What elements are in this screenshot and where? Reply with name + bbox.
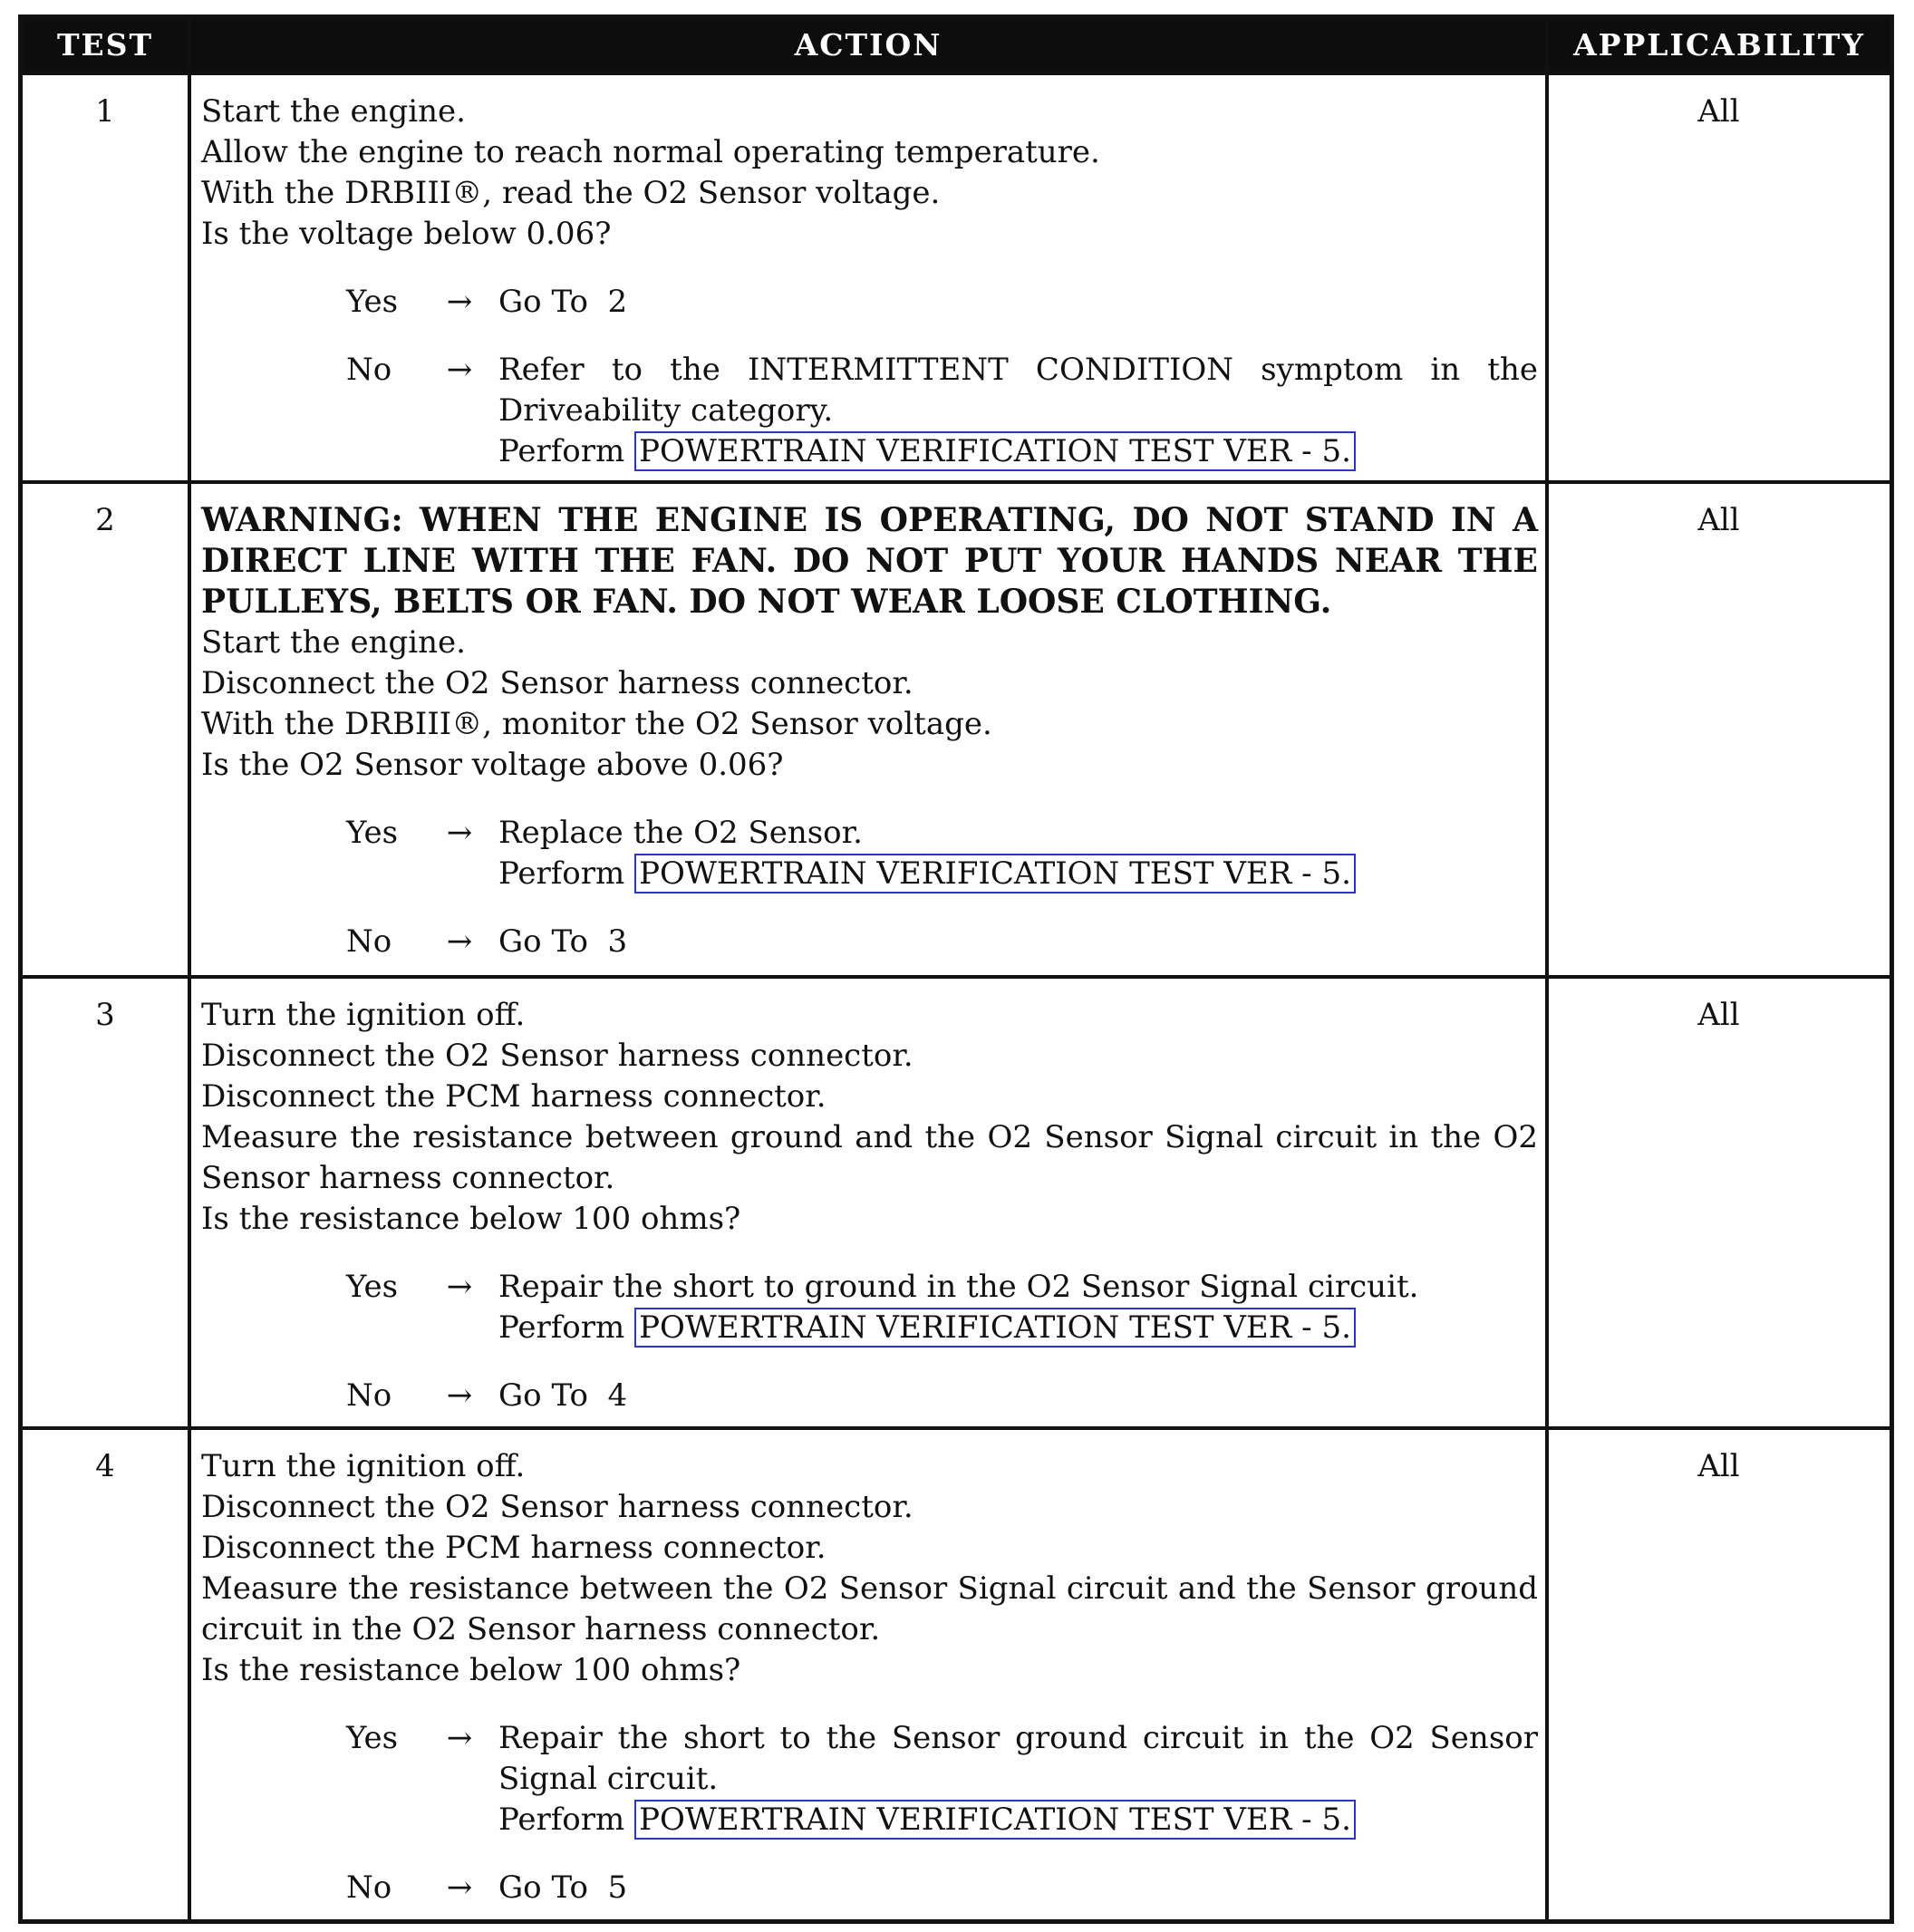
result-text: Replace the O2 Sensor.	[498, 815, 863, 851]
arrow-icon: →	[446, 352, 473, 388]
no-label: No	[346, 1869, 392, 1906]
no-branch	[346, 1376, 1538, 1416]
step-text: Disconnect the O2 Sensor harness connector.	[201, 665, 914, 701]
result-text: Refer to the INTERMITTENT CONDITION symptom in the	[498, 352, 1538, 388]
arrow-icon: →	[446, 815, 473, 851]
step-text: Is the O2 Sensor voltage above 0.06?	[201, 747, 784, 783]
no-branch	[346, 922, 1538, 962]
step-text: Turn the ignition off.	[201, 1448, 526, 1484]
action-cell	[201, 995, 1538, 1416]
step-text: With the DRBIII®, monitor the O2 Sensor voltage.	[201, 706, 992, 742]
test-row-1	[23, 75, 1890, 480]
step-text: Measure the resistance between ground and the O2 Sensor Signal circuit in the O2	[201, 1119, 1538, 1155]
step-text: Disconnect the PCM harness connector.	[201, 1078, 826, 1115]
result-text: Repair the short to ground in the O2 Sensor Signal circuit.	[498, 1269, 1419, 1305]
test-row-3	[23, 979, 1890, 1426]
no-branch	[346, 1868, 1538, 1908]
no-label: No	[346, 352, 392, 388]
step-text: circuit in the O2 Sensor harness connector.	[201, 1611, 881, 1647]
applicability-value: All	[1697, 997, 1740, 1033]
yes-label: Yes	[346, 284, 399, 320]
goto-text: Go To 4	[498, 1377, 628, 1414]
test-number: 4	[95, 1448, 115, 1484]
applicability-value: All	[1697, 1448, 1740, 1484]
step-text: Disconnect the O2 Sensor harness connector.	[201, 1038, 914, 1074]
header-action: ACTION	[191, 19, 1545, 72]
perform-label: Perform	[498, 1309, 625, 1346]
applicability-value: All	[1697, 93, 1740, 130]
no-branch	[346, 350, 1538, 472]
test-number: 1	[95, 93, 115, 130]
step-text: Start the engine.	[201, 624, 466, 661]
test-row-4	[23, 1430, 1890, 1919]
yes-branch	[346, 813, 1538, 894]
yes-label: Yes	[346, 1269, 399, 1305]
no-label: No	[346, 1377, 392, 1414]
verification-test-link[interactable]: POWERTRAIN VERIFICATION TEST VER - 5.	[634, 431, 1356, 471]
header-test: TEST	[23, 19, 188, 72]
result-text: Driveability category.	[498, 392, 834, 429]
yes-branch	[346, 1267, 1538, 1348]
step-text: Disconnect the PCM harness connector.	[201, 1530, 826, 1566]
step-text: Start the engine.	[201, 93, 466, 130]
step-text: Measure the resistance between the O2 Sensor Signal circuit and the Sensor ground	[201, 1570, 1538, 1607]
test-row-2	[23, 484, 1890, 975]
yes-branch	[346, 1718, 1538, 1840]
step-text: Disconnect the O2 Sensor harness connector.	[201, 1489, 914, 1525]
yes-label: Yes	[346, 815, 399, 851]
arrow-icon: →	[446, 923, 473, 960]
arrow-icon: →	[446, 1269, 473, 1305]
warning-text: WARNING: WHEN THE ENGINE IS OPERATING, DO NOT STAND IN A DIRECT LINE WITH THE FAN. DO NOT PUT YOUR HANDS NEAR THE PULLEYS, BELTS OR FAN. DO NOT WEAR LOOSE CLOTHING.	[201, 501, 1538, 621]
no-label: No	[346, 923, 392, 960]
goto-text: Go To 2	[498, 284, 628, 320]
action-cell	[201, 1446, 1538, 1908]
action-cell	[201, 92, 1538, 472]
step-text: Allow the engine to reach normal operating temperature.	[201, 134, 1100, 170]
perform-label: Perform	[498, 855, 625, 892]
goto-text: Go To 3	[498, 923, 628, 960]
test-number: 3	[95, 997, 115, 1033]
step-text: Sensor harness connector.	[201, 1160, 615, 1196]
verification-test-link[interactable]: POWERTRAIN VERIFICATION TEST VER - 5.	[634, 1800, 1356, 1840]
step-text: Is the resistance below 100 ohms?	[201, 1201, 741, 1237]
perform-label: Perform	[498, 433, 625, 469]
arrow-icon: →	[446, 284, 473, 320]
step-text: Is the resistance below 100 ohms?	[201, 1652, 741, 1688]
result-text: Repair the short to the Sensor ground circuit in the O2 Sensor	[498, 1720, 1538, 1756]
verification-test-link[interactable]: POWERTRAIN VERIFICATION TEST VER - 5.	[634, 1308, 1356, 1348]
verification-test-link[interactable]: POWERTRAIN VERIFICATION TEST VER - 5.	[634, 854, 1356, 894]
step-text: Is the voltage below 0.06?	[201, 216, 612, 252]
yes-label: Yes	[346, 1720, 399, 1756]
header-applicability: APPLICABILITY	[1549, 19, 1890, 72]
perform-label: Perform	[498, 1802, 625, 1838]
step-text: With the DRBIII®, read the O2 Sensor voltage.	[201, 175, 941, 211]
arrow-icon: →	[446, 1377, 473, 1414]
arrow-icon: →	[446, 1869, 473, 1906]
arrow-icon: →	[446, 1720, 473, 1756]
diagnostic-table	[18, 14, 1894, 1924]
result-text: Signal circuit.	[498, 1761, 719, 1797]
action-cell	[201, 500, 1538, 962]
test-number: 2	[95, 502, 115, 538]
step-text: Turn the ignition off.	[201, 997, 526, 1033]
goto-text: Go To 5	[498, 1869, 628, 1906]
yes-branch	[346, 282, 1538, 323]
applicability-value: All	[1697, 502, 1740, 538]
